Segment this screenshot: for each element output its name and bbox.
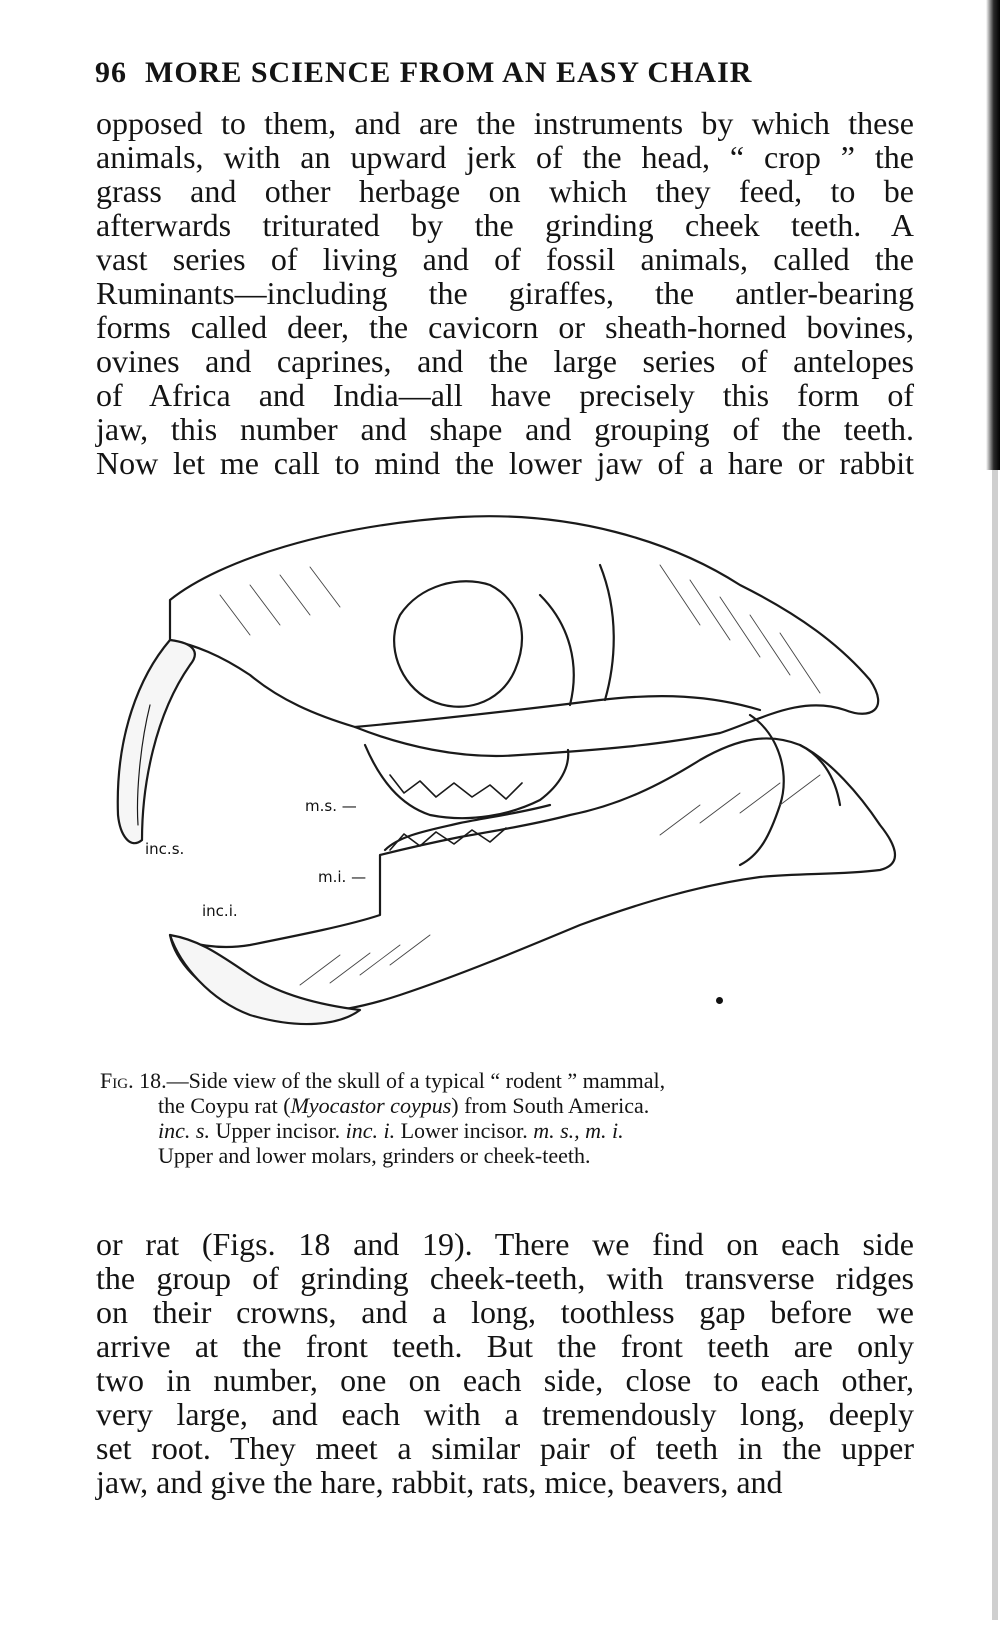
caption-text: Upper incisor. — [209, 1118, 346, 1143]
caption-line-1 — [100, 1068, 920, 1093]
label-lower-molars: m.i. — — [318, 868, 367, 886]
text-line: the group of grinding cheek-teeth, with transverse ridges — [96, 1260, 914, 1296]
mandible-outline — [170, 738, 895, 1013]
cranium-outline — [170, 516, 878, 756]
orbit — [394, 581, 522, 707]
label-upper-molars: m.s. — — [305, 797, 357, 815]
caption-text: Lower incisor. — [395, 1118, 534, 1143]
text-line: set root. They meet a similar pair of teeth in the upper — [96, 1430, 914, 1466]
running-title: MORE SCIENCE FROM AN EASY CHAIR — [145, 56, 753, 89]
caption-abbrev: inc. s. — [158, 1118, 210, 1143]
text-line: jaw, this number and shape and grouping of the teeth. — [96, 411, 914, 447]
text-line: jaw, and give the hare, rabbit, rats, mice, beavers, and — [96, 1464, 783, 1500]
caption-text: the Coypu rat ( — [158, 1093, 291, 1118]
paragraph-bottom — [96, 1227, 914, 1499]
caption-line-4: Upper and lower molars, grinders or cheek-teeth. — [158, 1143, 591, 1168]
text-line: vast series of living and of fossil animals, called the — [96, 241, 914, 277]
text-line: Ruminants—including the giraffes, the antler-bearing — [96, 275, 914, 311]
caption-abbrev: inc. i. — [345, 1118, 396, 1143]
lower-molar-row — [385, 805, 550, 850]
page-binding-shadow — [992, 470, 998, 1620]
page-header — [95, 56, 895, 90]
paragraph-top — [96, 106, 914, 480]
caption-text: ) from South America. — [451, 1093, 650, 1118]
caption-line-1-text: —Side view of the skull of a typical “ rodent ” mammal, — [166, 1068, 666, 1093]
caption-line-3 — [100, 1118, 920, 1143]
text-line: animals, with an upward jerk of the head, “ crop ” the — [96, 139, 914, 175]
label-upper-incisor: inc.s. — [145, 840, 185, 858]
text-line: two in number, one on each side, close to each other, — [96, 1362, 914, 1398]
text-line: ovines and caprines, and the large series of antelopes — [96, 343, 914, 379]
coypu-skull-illustration — [100, 505, 920, 1060]
upper-incisor — [118, 640, 195, 843]
text-line: very large, and each with a tremendously long, deeply — [96, 1396, 914, 1432]
caption-line-2 — [100, 1093, 920, 1118]
text-line: afterwards triturated by the grinding cheek teeth. A — [96, 207, 914, 243]
zygomatic-arch — [355, 696, 760, 727]
page-binding-edge — [986, 0, 1000, 470]
figure-caption — [100, 1068, 920, 1168]
text-line: grass and other herbage on which they feed, to be — [96, 173, 914, 209]
caption-fig-prefix: Fig. — [100, 1068, 134, 1093]
text-line: of Africa and India—all have precisely this form of — [96, 377, 914, 413]
caption-fig-number: 18. — [139, 1068, 167, 1093]
text-line: arrive at the front teeth. But the front teeth are only — [96, 1328, 914, 1364]
caption-abbrev: m. s., m. i. — [533, 1118, 624, 1143]
species-name: Myocastor coypus — [290, 1093, 452, 1118]
print-speck — [716, 997, 723, 1004]
text-line: forms called deer, the cavicorn or sheath-horned bovines, — [96, 309, 914, 345]
label-lower-incisor: inc.i. — [202, 902, 238, 920]
text-line: opposed to them, and are the instruments by which these — [96, 105, 914, 141]
skull-figure — [100, 505, 920, 1060]
text-line: or rat (Figs. 18 and 19). There we find on each side — [96, 1226, 914, 1262]
text-line: Now let me call to mind the lower jaw of a hare or rabbit — [96, 445, 914, 481]
lower-incisor — [170, 935, 360, 1024]
page-number: 96 — [95, 56, 127, 89]
text-line: on their crowns, and a long, toothless gap before we — [96, 1294, 914, 1330]
